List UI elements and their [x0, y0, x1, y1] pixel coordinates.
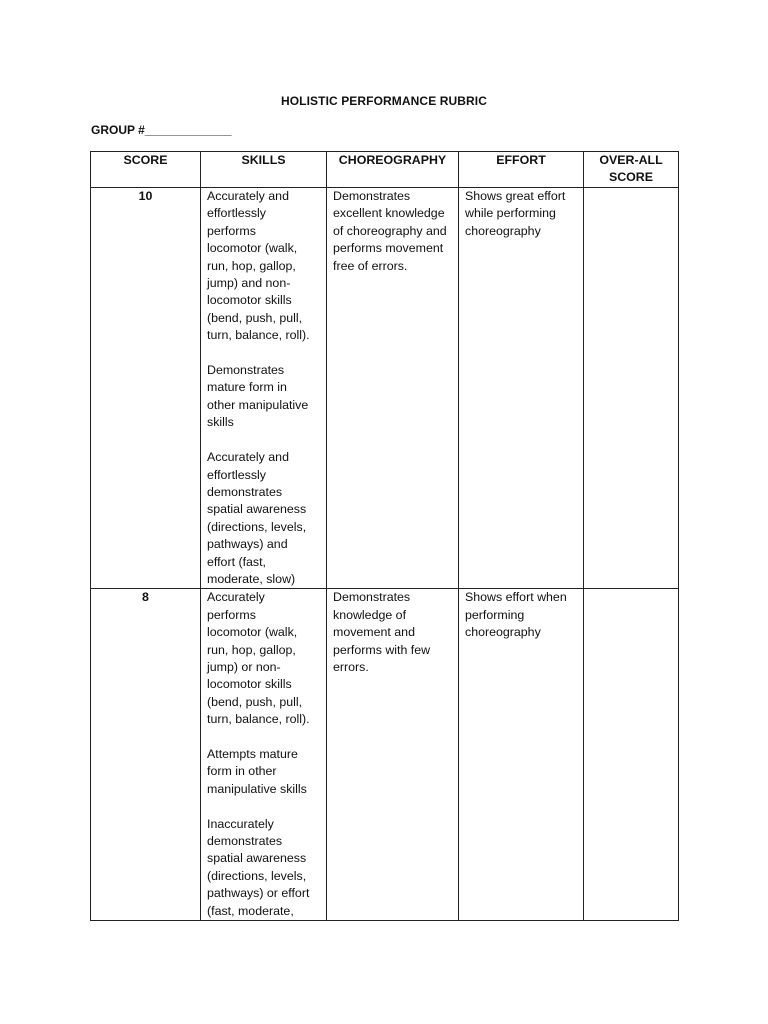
- skills-cell: Accurately and effortlessly performs locomotor (walk, run, hop, gallop, jump) and non- locomotor skills (bend, push, pull, turn, balance, roll). Demonstrates mature form in other manipulative skills Accurately and effortlessly demonstrates spatial awareness (directions, levels, pathways) and effort (fast, moderate, slow): [201, 188, 327, 589]
- header-row: [91, 152, 679, 188]
- score-cell: 10: [91, 188, 201, 589]
- effort-cell: Shows effort when performing choreography: [459, 589, 584, 921]
- overall-score-cell[interactable]: [584, 589, 679, 921]
- header-skills: SKILLS: [201, 152, 327, 188]
- table-row: [91, 188, 679, 589]
- group-number-label: GROUP #_____________: [91, 123, 232, 137]
- score-cell: 8: [91, 589, 201, 921]
- choreography-cell: Demonstrates excellent knowledge of choreography and performs movement free of errors.: [327, 188, 459, 589]
- choreography-cell: Demonstrates knowledge of movement and performs with few errors.: [327, 589, 459, 921]
- header-effort: EFFORT: [459, 152, 584, 188]
- header-score: SCORE: [91, 152, 201, 188]
- rubric-table: [90, 151, 679, 921]
- effort-cell: Shows great effort while performing choreography: [459, 188, 584, 589]
- table-row: [91, 589, 679, 921]
- overall-score-cell[interactable]: [584, 188, 679, 589]
- header-overall-score: OVER-ALL SCORE: [584, 152, 679, 188]
- skills-cell: Accurately performs locomotor (walk, run, hop, gallop, jump) or non- locomotor skills (bend, push, pull, turn, balance, roll). Attempts mature form in other manipulative skills Inaccurately demonstrates spatial awareness (directions, levels, pathways) or effort (fast, moderate,: [201, 589, 327, 921]
- header-choreography: CHOREOGRAPHY: [327, 152, 459, 188]
- document-title: HOLISTIC PERFORMANCE RUBRIC: [280, 94, 488, 108]
